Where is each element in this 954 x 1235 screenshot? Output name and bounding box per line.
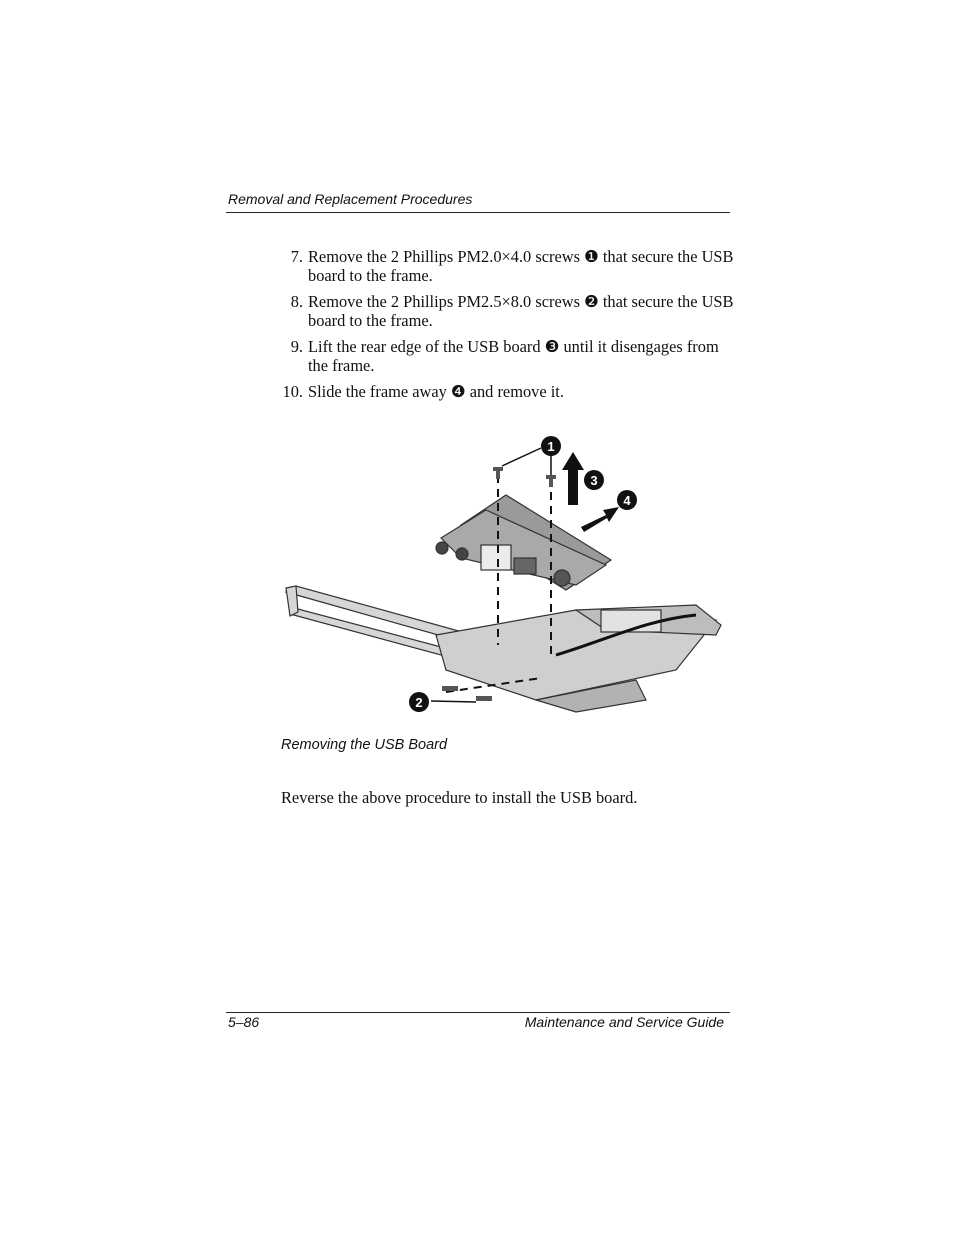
callout-4: [617, 490, 637, 510]
figure-caption: Removing the USB Board: [281, 737, 448, 753]
step-item: [276, 337, 736, 375]
callout-1: [541, 436, 561, 456]
step-text: Remove the 2 Phillips PM2.0×4.0 screws ❶ that secure the USB board to the frame.: [308, 247, 734, 285]
callout-2: [409, 692, 429, 712]
step-number: 8.: [290, 292, 303, 311]
step-text: Slide the frame away ❹ and remove it.: [308, 382, 564, 401]
lift-arrow: [562, 452, 584, 505]
slide-arrow: [581, 507, 619, 532]
step-text: Lift the rear edge of the USB board ❸ until it disengages from the frame.: [308, 337, 719, 375]
step-item: [276, 292, 736, 330]
procedure-steps: [276, 247, 736, 408]
header-rule: [226, 212, 730, 213]
body-paragraph: Reverse the above procedure to install the USB board.: [281, 788, 638, 807]
step-number: 10.: [282, 382, 303, 401]
usb-board-removal-illustration: [276, 430, 732, 720]
step-text: Remove the 2 Phillips PM2.5×8.0 screws ❷ that secure the USB board to the frame.: [308, 292, 734, 330]
guide-title: Maintenance and Service Guide: [524, 1014, 724, 1030]
step-item: [276, 382, 736, 401]
step-number: 7.: [290, 247, 303, 266]
page-number: 5–86: [228, 1014, 260, 1030]
footer-rule: [226, 1012, 730, 1013]
step-number: 9.: [290, 337, 303, 356]
callout-label: 4: [623, 493, 631, 508]
step-item: [276, 247, 736, 285]
usb-board: [436, 495, 611, 590]
callout-label: 2: [415, 695, 423, 710]
callout-label: 1: [547, 439, 555, 454]
callout-3: [584, 470, 604, 490]
frame-chassis: [436, 605, 721, 712]
callout-label: 3: [590, 473, 598, 488]
running-header: Removal and Replacement Procedures: [228, 191, 473, 207]
